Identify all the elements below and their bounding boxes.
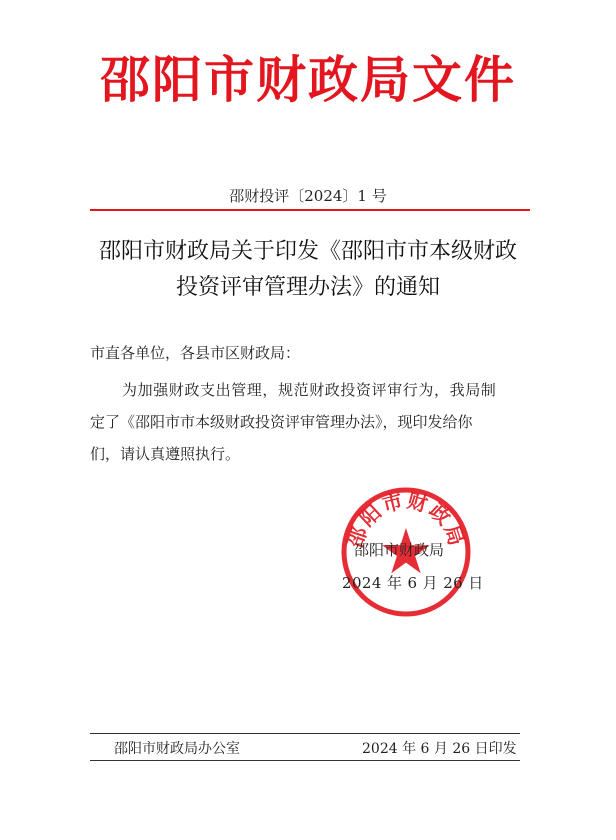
- document-number: 邵财投评〔2024〕1 号: [229, 187, 387, 205]
- footer-rule-bottom: [90, 760, 520, 761]
- footer-rule-top: [90, 733, 520, 734]
- issuer-name: 邵阳市财政局: [354, 541, 445, 559]
- seal-text: 邵阳市财政局: [342, 488, 470, 551]
- footer-print-date: 2024 年 6 月 26 日印发: [362, 741, 517, 757]
- salutation: 市直各单位，各县市区财政局：: [90, 344, 301, 362]
- body-line-1: 为加强财政支出管理，规范财政投资评审行为，我局制: [122, 381, 497, 399]
- issue-date: 2024 年 6 月 26 日: [342, 574, 484, 592]
- notice-subject: [60, 234, 556, 306]
- document-header-title: 邵阳市财政局文件: [100, 50, 516, 109]
- body-line-3: 们，请认真遵照执行。: [90, 445, 241, 463]
- subject-line-1: 邵阳市财政局关于印发《邵阳市市本级财政: [98, 239, 517, 264]
- footer-office: 邵阳市财政局办公室: [114, 741, 240, 757]
- body-line-2: 定了《邵阳市市本级财政投资评审管理办法》，现印发给你: [90, 413, 473, 431]
- body-paragraph: [90, 374, 530, 470]
- subject-line-2: 投资评审管理办法》的通知: [175, 275, 440, 300]
- header-red-rule: [90, 209, 530, 211]
